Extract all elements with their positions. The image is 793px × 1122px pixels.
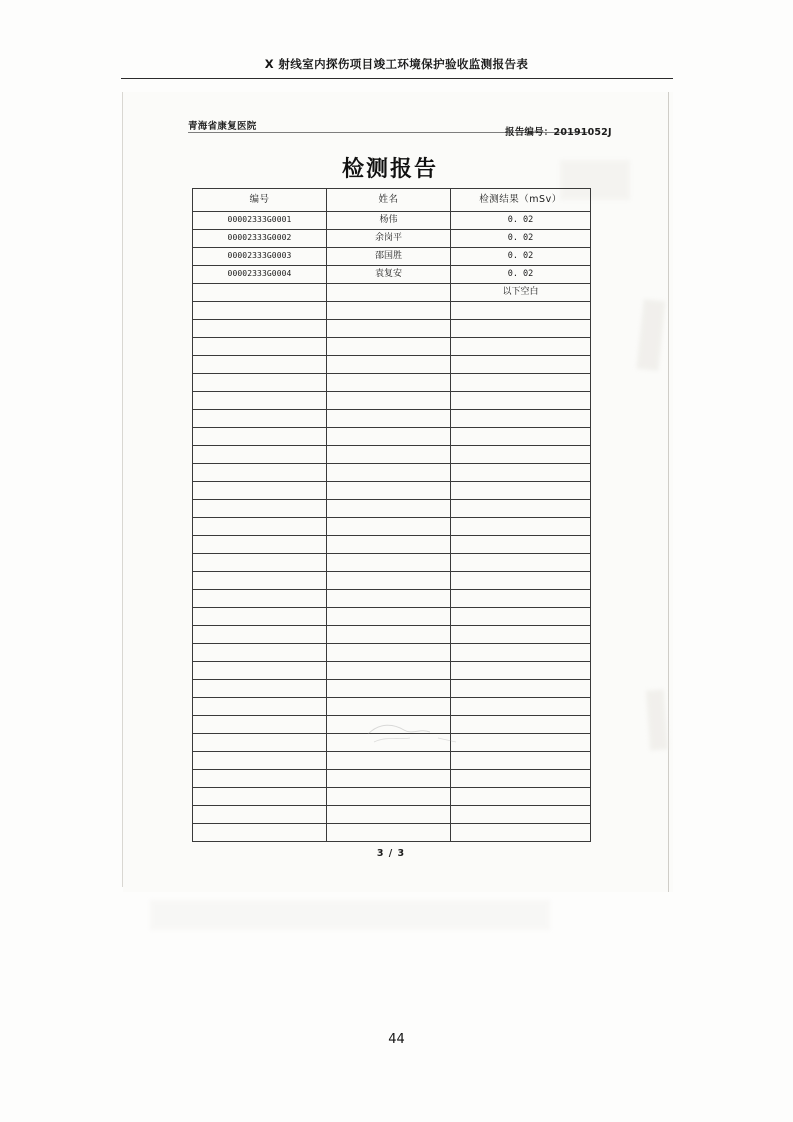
- cell-empty: [327, 608, 451, 626]
- table-row-empty: [193, 716, 591, 734]
- cell-empty: [451, 806, 591, 824]
- cell-empty: [327, 518, 451, 536]
- scan-left-edge: [122, 92, 123, 887]
- table-row-empty: [193, 590, 591, 608]
- cell-empty: [193, 680, 327, 698]
- cell-empty: [193, 644, 327, 662]
- cell-empty: [451, 482, 591, 500]
- cell-empty: [451, 410, 591, 428]
- table-row-empty: [193, 338, 591, 356]
- table-row-empty: [193, 734, 591, 752]
- cell-result: 0. 02: [451, 248, 591, 266]
- scan-smudge: [150, 900, 550, 930]
- table-row-empty: [193, 806, 591, 824]
- measurement-table: [192, 188, 591, 842]
- cell-empty: [327, 788, 451, 806]
- cell-empty: [327, 392, 451, 410]
- column-header-result: 检测结果（mSv）: [451, 189, 591, 212]
- cell-empty: [451, 500, 591, 518]
- cell-empty: [193, 806, 327, 824]
- cell-empty: [327, 374, 451, 392]
- table-row: [193, 284, 591, 302]
- cell-empty: [451, 698, 591, 716]
- table-row-empty: [193, 698, 591, 716]
- cell-empty: [193, 590, 327, 608]
- cell-empty: [193, 554, 327, 572]
- table-row-empty: [193, 464, 591, 482]
- cell-code: 00002333G0003: [193, 248, 327, 266]
- report-number-label: 报告编号：: [505, 127, 554, 138]
- column-header-name: 姓名: [327, 189, 451, 212]
- cell-empty: [193, 320, 327, 338]
- column-header-code: 编号: [193, 189, 327, 212]
- cell-empty: [451, 572, 591, 590]
- cell-code: [193, 284, 327, 302]
- table-row: [193, 212, 591, 230]
- cell-empty: [193, 446, 327, 464]
- cell-empty: [327, 644, 451, 662]
- table-row: [193, 266, 591, 284]
- table-row-empty: [193, 626, 591, 644]
- cell-empty: [327, 662, 451, 680]
- cell-empty: [451, 302, 591, 320]
- cell-empty: [327, 716, 451, 734]
- cell-code: 00002333G0001: [193, 212, 327, 230]
- page-number: 44: [388, 1032, 405, 1047]
- cell-empty: [451, 590, 591, 608]
- cell-empty: [451, 428, 591, 446]
- table-row-empty: [193, 518, 591, 536]
- header-divider: [121, 78, 673, 79]
- cell-empty: [193, 626, 327, 644]
- cell-empty: [451, 734, 591, 752]
- table-row-empty: [193, 410, 591, 428]
- cell-empty: [327, 572, 451, 590]
- cell-empty: [451, 338, 591, 356]
- table-row-empty: [193, 572, 591, 590]
- organization-name: 青海省康复医院: [188, 121, 257, 132]
- cell-code: 00002333G0002: [193, 230, 327, 248]
- cell-empty: [327, 338, 451, 356]
- cell-empty: [451, 716, 591, 734]
- cell-empty: [451, 554, 591, 572]
- cell-empty: [451, 626, 591, 644]
- cell-name: [327, 284, 451, 302]
- cell-empty: [193, 608, 327, 626]
- table-row-empty: [193, 608, 591, 626]
- table-body: [193, 212, 591, 842]
- table-row: [193, 248, 591, 266]
- cell-empty: [193, 518, 327, 536]
- table-row-empty: [193, 500, 591, 518]
- table-header-row: [193, 189, 591, 212]
- scan-right-edge: [668, 92, 669, 892]
- cell-name: 余岗平: [327, 230, 451, 248]
- cell-name: 袁复安: [327, 266, 451, 284]
- cell-empty: [193, 500, 327, 518]
- cell-empty: [193, 410, 327, 428]
- table-row-empty: [193, 788, 591, 806]
- cell-empty: [193, 662, 327, 680]
- cell-empty: [451, 320, 591, 338]
- cell-empty: [327, 320, 451, 338]
- cell-empty: [451, 536, 591, 554]
- cell-empty: [327, 554, 451, 572]
- cell-empty: [193, 698, 327, 716]
- cell-empty: [451, 788, 591, 806]
- cell-empty: [327, 680, 451, 698]
- report-number: [505, 124, 612, 138]
- cell-empty: [193, 338, 327, 356]
- cell-empty: [327, 734, 451, 752]
- table-row-empty: [193, 662, 591, 680]
- cell-empty: [327, 698, 451, 716]
- cell-empty: [193, 572, 327, 590]
- table-row-empty: [193, 680, 591, 698]
- running-title: X 射线室内探伤项目竣工环境保护验收监测报告表: [264, 57, 529, 71]
- cell-empty: [327, 446, 451, 464]
- report-number-value: 20191052J: [553, 127, 612, 138]
- cell-empty: [327, 500, 451, 518]
- cell-empty: [451, 752, 591, 770]
- cell-empty: [327, 356, 451, 374]
- cell-empty: [451, 644, 591, 662]
- cell-empty: [451, 374, 591, 392]
- cell-empty: [327, 626, 451, 644]
- cell-empty: [193, 752, 327, 770]
- cell-empty: [193, 536, 327, 554]
- cell-empty: [193, 356, 327, 374]
- cell-empty: [451, 446, 591, 464]
- cell-empty: [193, 428, 327, 446]
- cell-code: 00002333G0004: [193, 266, 327, 284]
- cell-result: 0. 02: [451, 266, 591, 284]
- cell-name: 邵国胜: [327, 248, 451, 266]
- cell-empty: [451, 518, 591, 536]
- cell-empty: [327, 770, 451, 788]
- table-row: [193, 230, 591, 248]
- table-row-empty: [193, 752, 591, 770]
- cell-empty: [193, 374, 327, 392]
- table-row-empty: [193, 428, 591, 446]
- cell-empty: [327, 752, 451, 770]
- cell-empty: [327, 428, 451, 446]
- cell-empty: [451, 356, 591, 374]
- cell-empty: [327, 536, 451, 554]
- table-row-empty: [193, 302, 591, 320]
- report-title: 检测报告: [341, 157, 438, 182]
- cell-empty: [193, 734, 327, 752]
- cell-empty: [327, 590, 451, 608]
- table-row-empty: [193, 374, 591, 392]
- cell-empty: [327, 410, 451, 428]
- cell-empty: [327, 464, 451, 482]
- cell-empty: [451, 608, 591, 626]
- cell-empty: [451, 392, 591, 410]
- cell-empty: [451, 662, 591, 680]
- scan-page-indicator: 3 / 3: [376, 848, 406, 859]
- table-row-empty: [193, 770, 591, 788]
- cell-empty: [193, 788, 327, 806]
- cell-empty: [451, 770, 591, 788]
- cell-name: 杨伟: [327, 212, 451, 230]
- table-row-empty: [193, 554, 591, 572]
- cell-result: 0. 02: [451, 230, 591, 248]
- table-row-empty: [193, 446, 591, 464]
- table-row-empty: [193, 356, 591, 374]
- table-row-empty: [193, 392, 591, 410]
- table-row-empty: [193, 824, 591, 842]
- cell-empty: [451, 680, 591, 698]
- cell-empty: [327, 302, 451, 320]
- cell-blank-marker: 以下空白: [451, 284, 591, 302]
- cell-empty: [451, 824, 591, 842]
- cell-empty: [451, 464, 591, 482]
- table-row-empty: [193, 320, 591, 338]
- cell-empty: [193, 482, 327, 500]
- cell-empty: [193, 824, 327, 842]
- cell-empty: [327, 482, 451, 500]
- table-row-empty: [193, 536, 591, 554]
- table-row-empty: [193, 482, 591, 500]
- cell-empty: [193, 392, 327, 410]
- cell-result: 0. 02: [451, 212, 591, 230]
- table-row-empty: [193, 644, 591, 662]
- cell-empty: [327, 806, 451, 824]
- cell-empty: [327, 824, 451, 842]
- cell-empty: [193, 464, 327, 482]
- cell-empty: [193, 716, 327, 734]
- cell-empty: [193, 302, 327, 320]
- cell-empty: [193, 770, 327, 788]
